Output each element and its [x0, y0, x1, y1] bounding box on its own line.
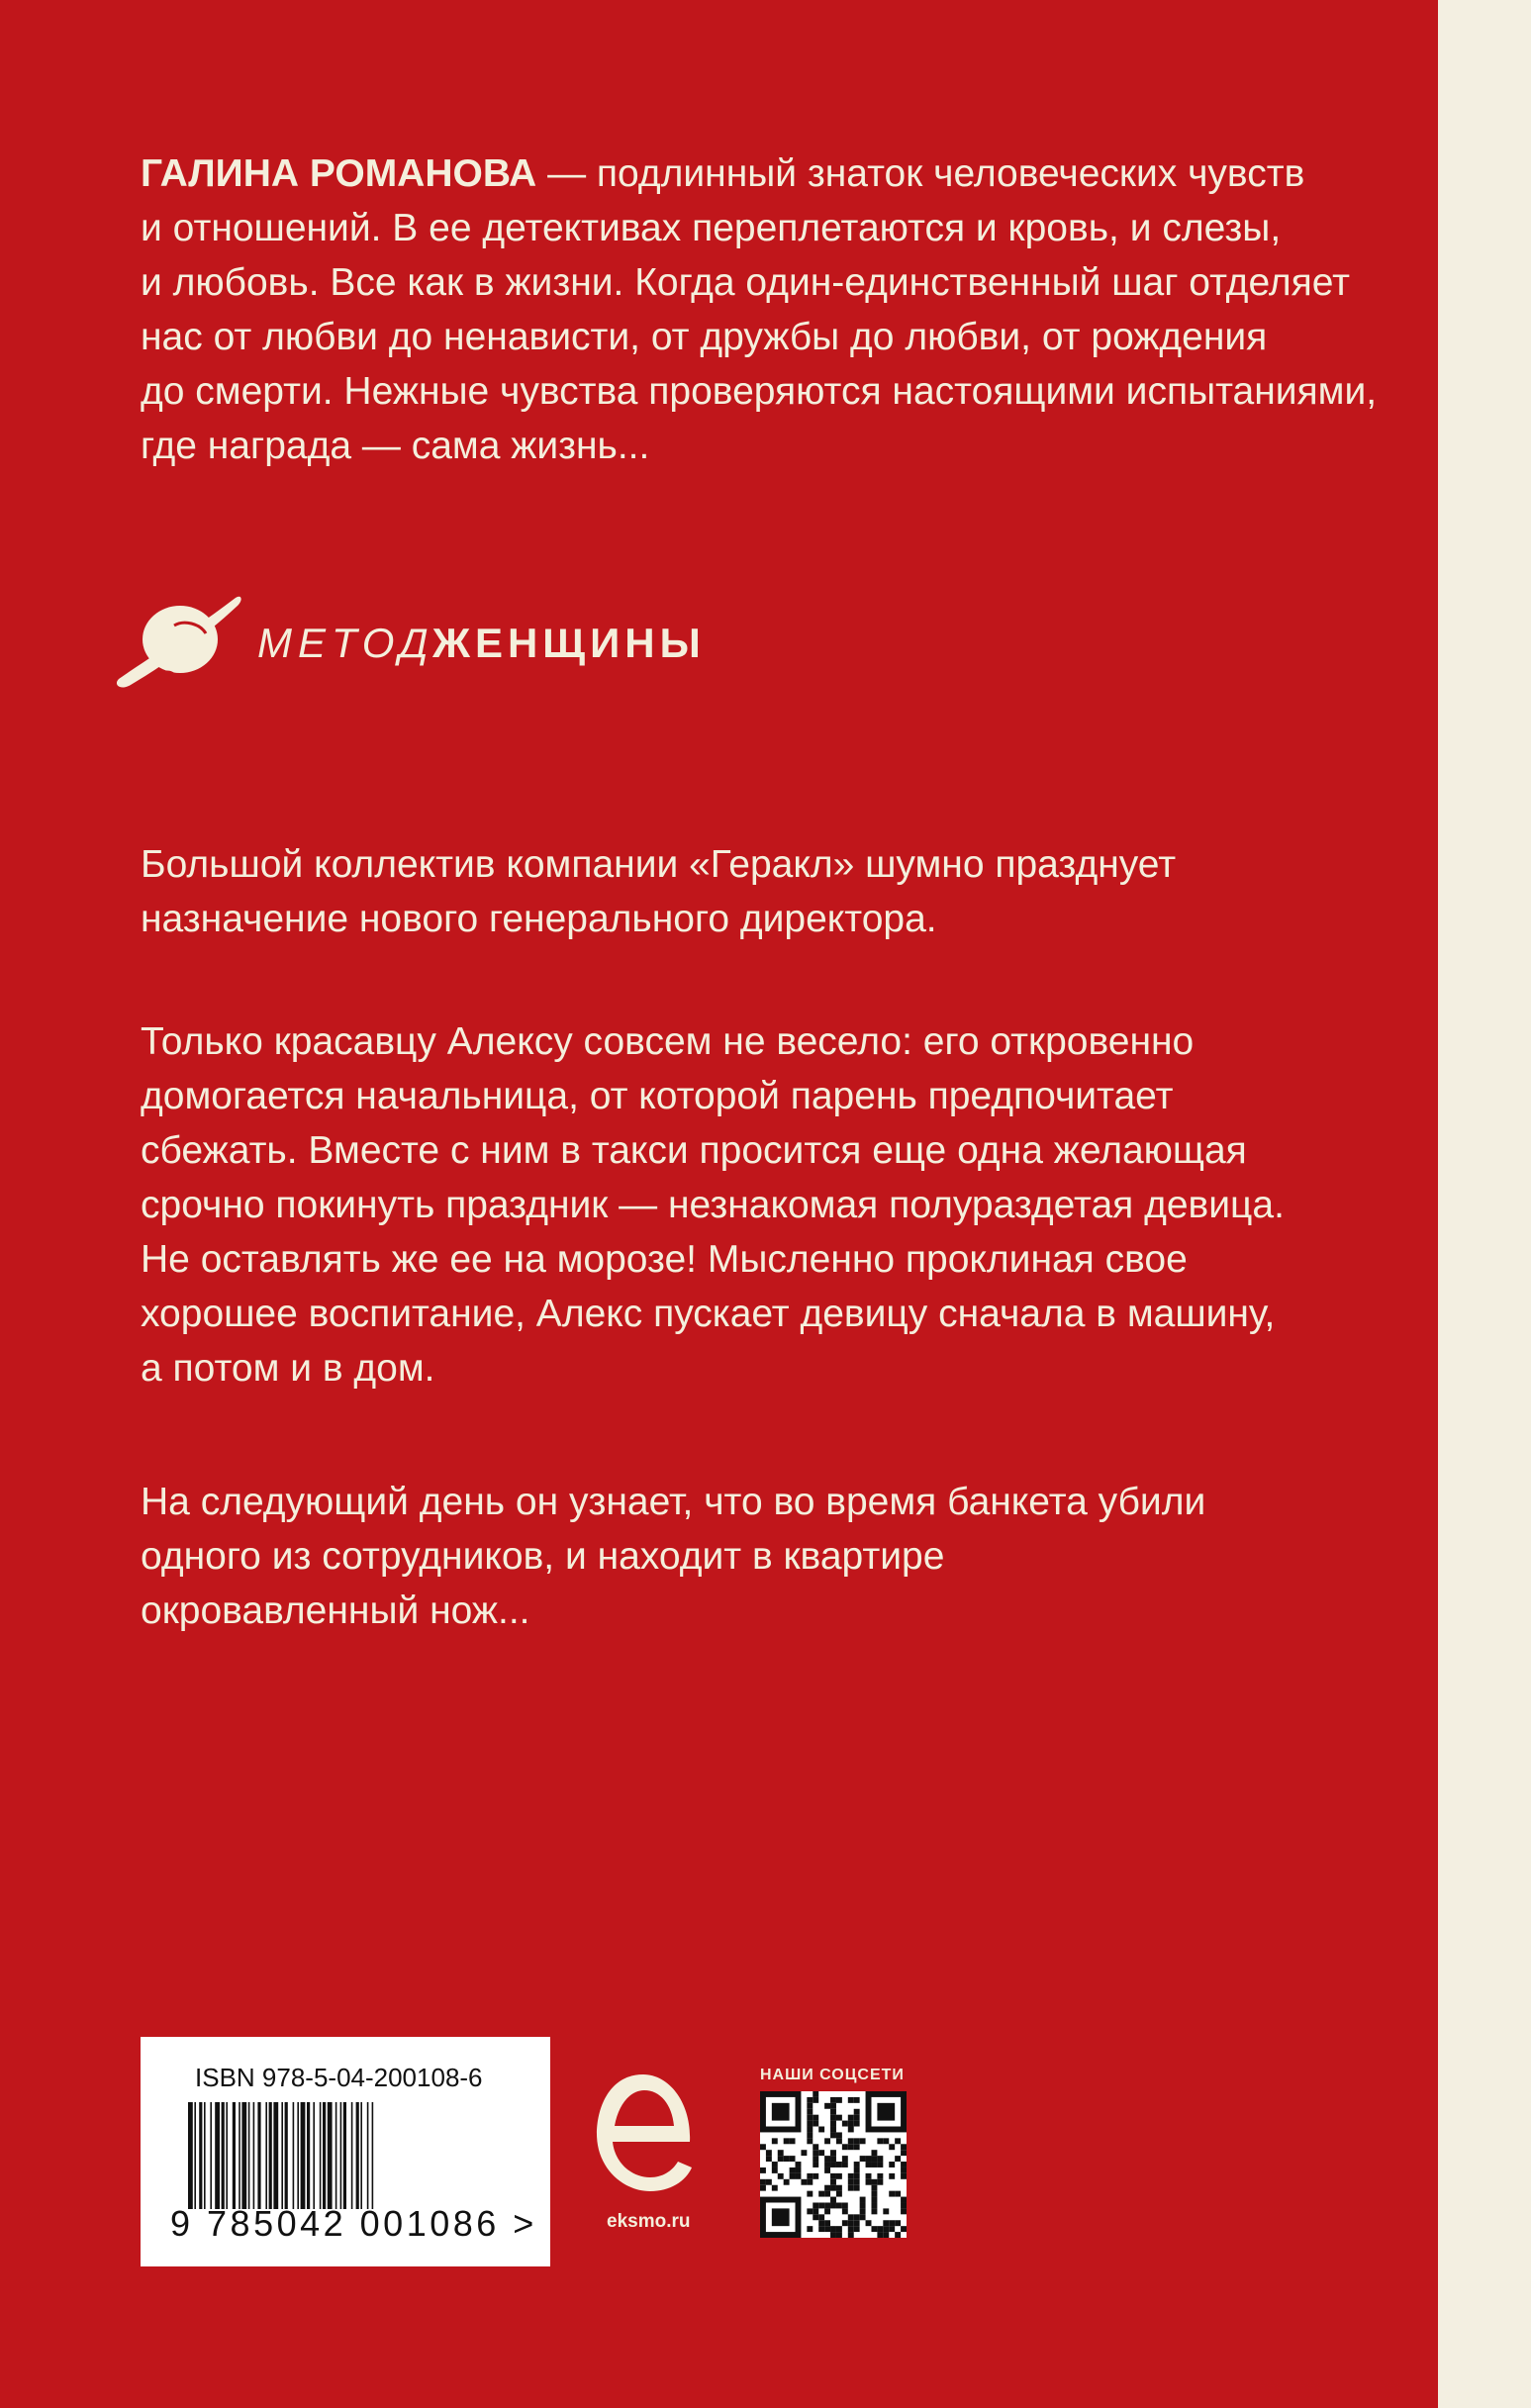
isbn-text: ISBN 978-5-04-200108-6 [195, 2063, 483, 2092]
spine-edge [1438, 0, 1531, 2408]
eksmo-e-logo-icon [589, 2065, 698, 2203]
series-title-word1: МЕТОД [257, 620, 434, 666]
series-logo [115, 590, 808, 699]
barcode-label [141, 2037, 550, 2266]
hat-with-lips-icon [115, 590, 243, 699]
annotation-paragraph-2: Только красавцу Алексу совсем не весело: его откровенно домогается начальница, от которой парень предпочитает сбежать. Вместе с ним в такси просится еще одна желающая срочно покинуть праздник — незнакомая полураздетая девица. Не оставлять же ее на морозе! Мысленно проклиная свое хорошее воспитание, Алекс пускает девицу сначала в машину, а потом и в дом. [141, 1020, 1285, 1390]
publisher-url: eksmo.ru [607, 2211, 691, 2232]
social-label: НАШИ СОЦСЕТИ [760, 2067, 905, 2083]
series-title-word2: ЖЕНЩИНЫ [432, 620, 706, 666]
author-name: ГАЛИНА РОМАНОВА [141, 152, 537, 195]
barcode-bars [188, 2102, 515, 2209]
annotation-paragraph-1: Большой коллектив компании «Геракл» шумно празднует назначение нового генерального директора. [141, 843, 1177, 940]
author-description: — подлинный знаток человеческих чувств и отношений. В ее детективах переплетаются и кровь, и слезы, и любовь. Все как в жизни. Когда один-единственный шаг отделяет нас от любви до ненависти, от дружбы до любви, от рождения до смерти. Нежные чувства проверяются настоящими испытаниями, где награда — сама жизнь... [141, 152, 1378, 467]
qr-code-icon [760, 2091, 907, 2238]
annotation-paragraph-3: На следующий день он узнает, что во время банкета убили одного из сотрудников, и находит в квартире окровавленный нож... [141, 1481, 1206, 1632]
author-blurb [141, 146, 1378, 473]
barcode-digits: 9 785042 001086 > [170, 2203, 537, 2244]
